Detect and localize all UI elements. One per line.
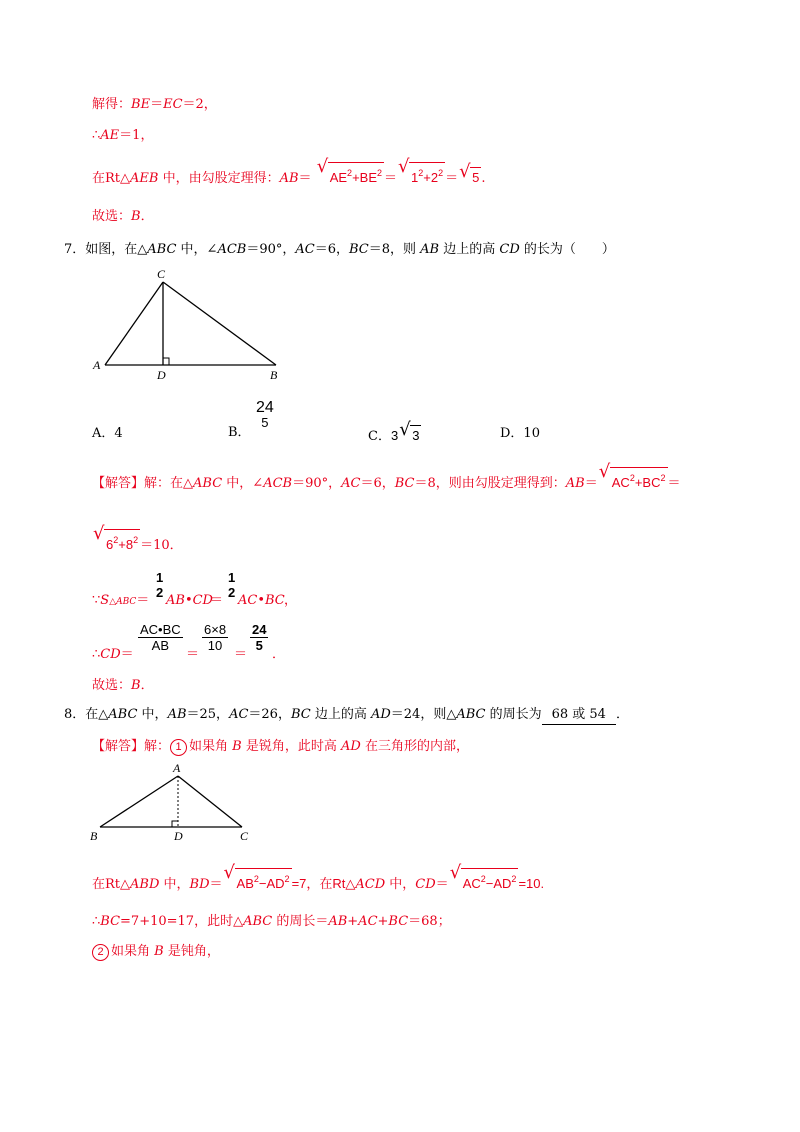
answer-7-line-2: √ $6^2+8^2 =10$． [92, 529, 183, 555]
vertex-label-a: A [93, 358, 101, 372]
question-7: 7．如图，在△ABC 中，∠ACB＝90°，AC＝6，BC＝8，则 AB 边上的高 CD 的长为（ ） [64, 242, 615, 257]
sqrt-ab-ad: √ $AB^2-AD^2$ [224, 868, 292, 894]
answer-8-line-2: 在Rt△ABD 中，BD＝√ $AB^2-AD^2 =7$，在Rt△ACD 中，CD＝√ $AC^2-AD^2 =10$. [92, 868, 544, 894]
side-ac [178, 776, 242, 827]
sqrt-6-8: √ $6^2+8^2$ [93, 529, 140, 555]
answer-8-line-1: 【解答】解： 1 如果角 B 是锐角，此时高 AD 在三角形的内部， [92, 739, 469, 754]
solution-line-pythagoras-ab: 在Rt△AEB 中，由勾股定理得：AB＝ √ $AE^2+BE^2$ ＝√ $1^2+2^2$ ＝√ 5 . [92, 162, 486, 188]
circled-number-2: 2 [92, 944, 109, 961]
vertex-label-b: B [90, 829, 98, 843]
option-a: A．4 [92, 426, 123, 441]
vertex-label-c: C [157, 267, 166, 281]
option-d: D．10 [500, 426, 540, 441]
triangle-figure-q7 [88, 265, 298, 385]
answer-8-line-4: 2 如果角 B 是钝角， [92, 943, 220, 961]
vertex-label-a: A [173, 761, 181, 775]
vertex-label-b: B [270, 368, 278, 382]
circled-number-1: 1 [170, 739, 187, 756]
right-angle-mark [163, 358, 169, 365]
vertex-label-d: D [157, 368, 166, 382]
solution-line-be-ec: 解得：BE＝EC＝2， [92, 97, 217, 112]
sqrt-ac-bc: √ $AC^2+BC^2$ [599, 467, 668, 493]
solution-choice-b-2: 故选：B． [92, 678, 154, 693]
sqrt-1-2: √ $1^2+2^2$ [398, 162, 445, 188]
option-c: C．3√ 3 [368, 425, 421, 446]
sqrt-ac-ad: √ $AC^2-AD^2$ [450, 868, 519, 894]
vertex-label-c: C [240, 829, 249, 843]
answer-8-line-3: ∴BC=7+10=17，此时△ABC 的周长＝AB+AC+BC＝68； [92, 914, 451, 929]
answer-7-line-1: 【解答】解：在△ABC 中，∠ACB＝90°，AC＝6，BC＝8，则由勾股定理得到：AB＝√ $AC^2+BC^2$ ＝ [92, 467, 681, 493]
question-8: 8．在△ABC 中，AB＝25，AC＝26，BC 边上的高 AD＝24，则△ABC 的周长为 68 或 54 ． [64, 706, 629, 725]
side-ab [100, 776, 178, 827]
sqrt-ae-be: √ $AE^2+BE^2$ [317, 162, 384, 188]
answer-blank: 68 或 54 [542, 706, 616, 725]
right-angle-mark [172, 821, 178, 827]
sqrt-5: √ 5 [459, 167, 481, 188]
triangle-figure-q8 [86, 760, 266, 844]
side-cb [163, 282, 276, 365]
solution-choice-b-1: 故选：B． [92, 209, 154, 224]
solution-line-ae: ∴AE＝1， [92, 128, 154, 143]
vertex-label-d: D [174, 829, 183, 843]
side-ac [105, 282, 163, 365]
